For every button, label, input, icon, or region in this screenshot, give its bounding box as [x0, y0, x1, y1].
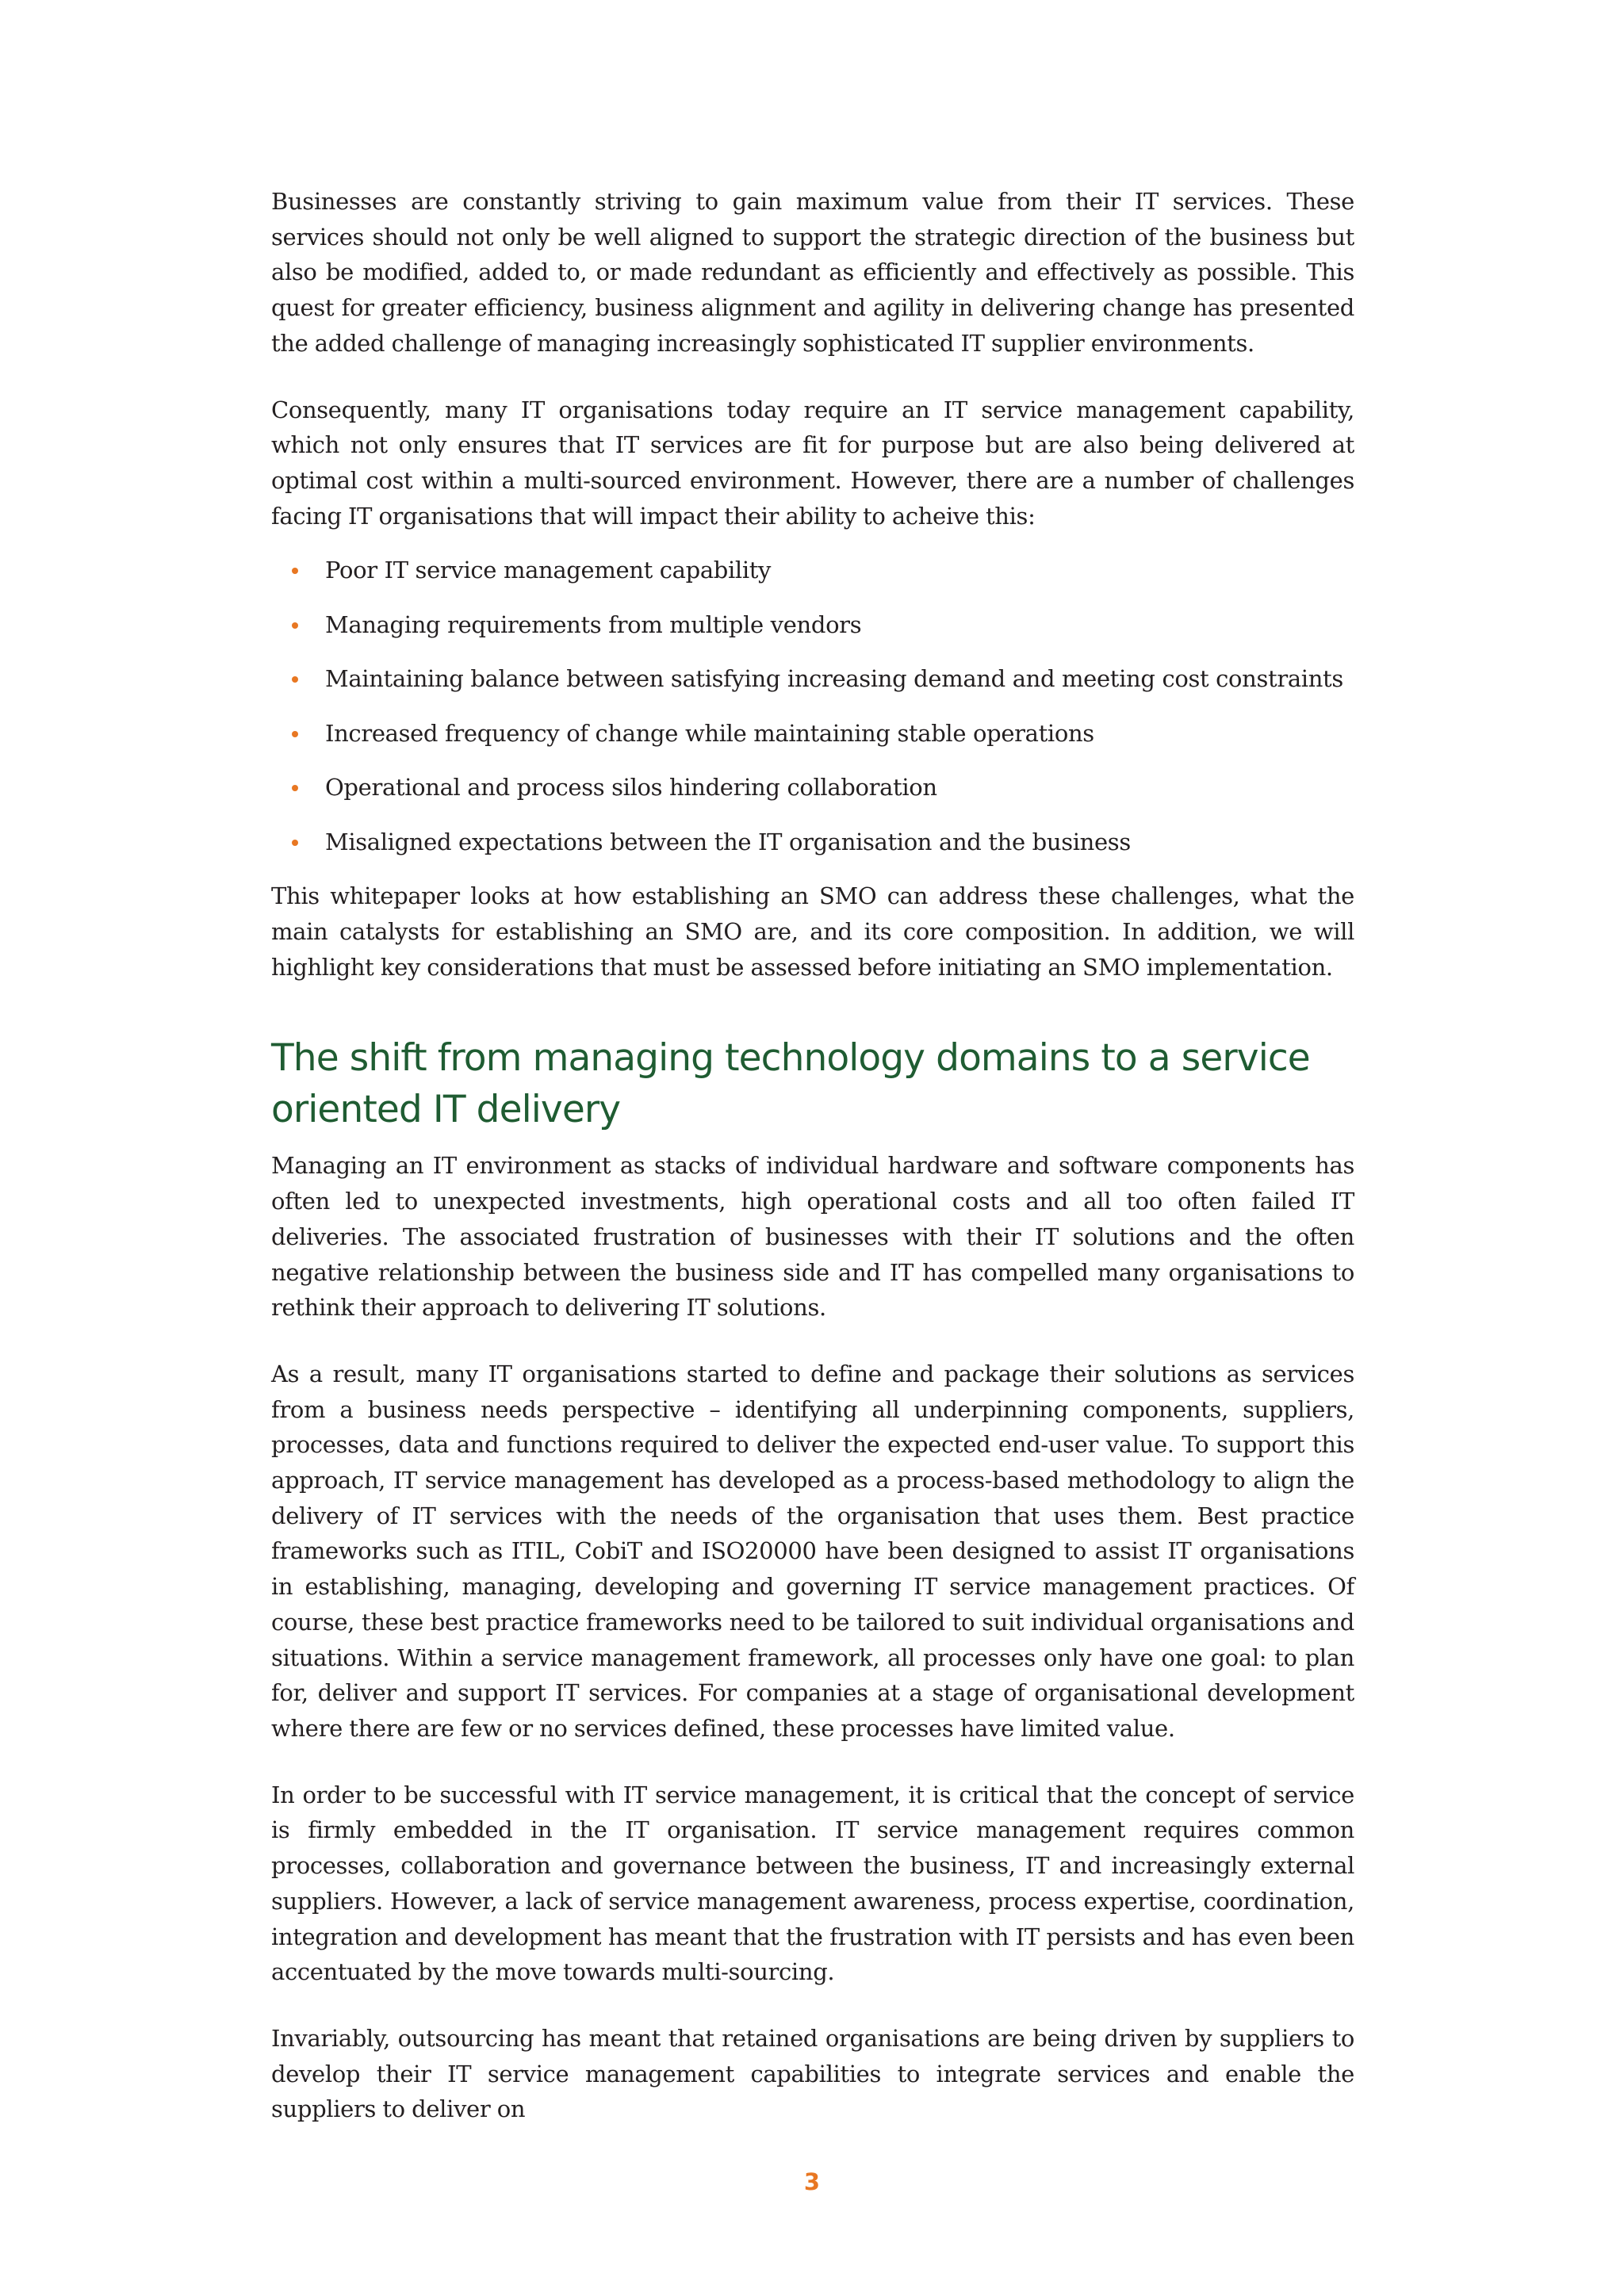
- section-paragraph-2: As a result, many IT organisations started to define and package their solutions as services from a business needs perspective – identifying all underpinning components, suppliers, processes, data and functions required to deliver the expected end-user value. To support this approach, IT service management has developed as a process-based methodology to align the delivery of IT services with the needs of the organisation that uses them. Best practice frameworks such as ITIL, CobiT and ISO20000 have been designed to assist IT organisations in establishing, managing, developing and governing IT service management practices. Of course, these best practice frameworks need to be tailored to suit individual organisations and situations. Within a service management framework, all processes only have one goal: to plan for, deliver and support IT services. For companies at a stage of organisational development where there are few or no services defined, these processes have limited value.: [271, 1360, 1354, 1742]
- intro-paragraph-2: Consequently, many IT organisations today require an IT service management capability, which not only ensures that IT services are fit for purpose but are also being delivered at optimal cost within a multi-sourced environment. However, there are a number of challenges facing IT organisations that will impact their ability to acheive this:: [271, 396, 1354, 530]
- bullet-icon: [292, 840, 298, 846]
- bullet-icon: [292, 731, 298, 737]
- list-item: [271, 770, 1354, 805]
- section-paragraph-3: In order to be successful with IT service management, it is critical that the concept of service is firmly embedded in the IT organisation. IT service management requires common processes, collaboration and governance between the business, IT and increasingly external suppliers. However, a lack of service management awareness, process expertise, coordination, integration and development has meant that the frustration with IT persists and has even been accentuated by the move towards multi-sourcing.: [271, 1781, 1354, 1986]
- bullet-icon: [292, 622, 298, 629]
- bullet-icon: [292, 676, 298, 683]
- intro-paragraph-1: Businesses are constantly striving to gain maximum value from their IT services. These services should not only be well aligned to support the strategic direction of the business but also be modified, added to, or made redundant as efficiently and effectively as possible. This quest for greater efficiency, business alignment and agility in delivering change has presented the added challenge of managing increasingly sophisticated IT supplier environments.: [271, 188, 1354, 357]
- list-item: [271, 661, 1354, 696]
- section-heading: The shift from managing technology domains to a service oriented IT delivery: [271, 1036, 1310, 1132]
- section-paragraph-1: Managing an IT environment as stacks of individual hardware and software components has often led to unexpected investments, high operational costs and all too often failed IT deliveries. The associated frustration of businesses with their IT solutions and the often negative relationship between the business side and IT has compelled many organisations to rethink their approach to delivering IT solutions.: [271, 1152, 1354, 1322]
- list-item-text: Operational and process silos hindering collaboration: [325, 774, 937, 802]
- list-item-text: Poor IT service management capability: [325, 557, 772, 584]
- list-item: [271, 716, 1354, 751]
- page-number: 3: [803, 2168, 821, 2195]
- list-item-text: Maintaining balance between satisfying increasing demand and meeting cost constraints: [325, 665, 1343, 693]
- bullet-icon: [292, 568, 298, 574]
- list-item: [271, 607, 1354, 642]
- list-item: [271, 825, 1354, 859]
- section-paragraph-4: Invariably, outsourcing has meant that retained organisations are being driven by suppliers to develop their IT service management capabilities to integrate services and enable the suppliers to deliver on: [271, 2024, 1354, 2123]
- list-item: [271, 553, 1354, 587]
- challenges-list: [271, 553, 1354, 859]
- page-content: [271, 184, 1354, 2127]
- list-item-text: Misaligned expectations between the IT organisation and the business: [325, 828, 1131, 855]
- list-item-text: Managing requirements from multiple vendors: [325, 610, 862, 638]
- list-item-text: Increased frequency of change while maintaining stable operations: [325, 719, 1094, 747]
- summary-paragraph: This whitepaper looks at how establishing an SMO can address these challenges, what the main catalysts for establishing an SMO are, and its core composition. In addition, we will highlight key considerations that must be assessed before initiating an SMO implementation.: [271, 882, 1354, 981]
- bullet-icon: [292, 785, 298, 791]
